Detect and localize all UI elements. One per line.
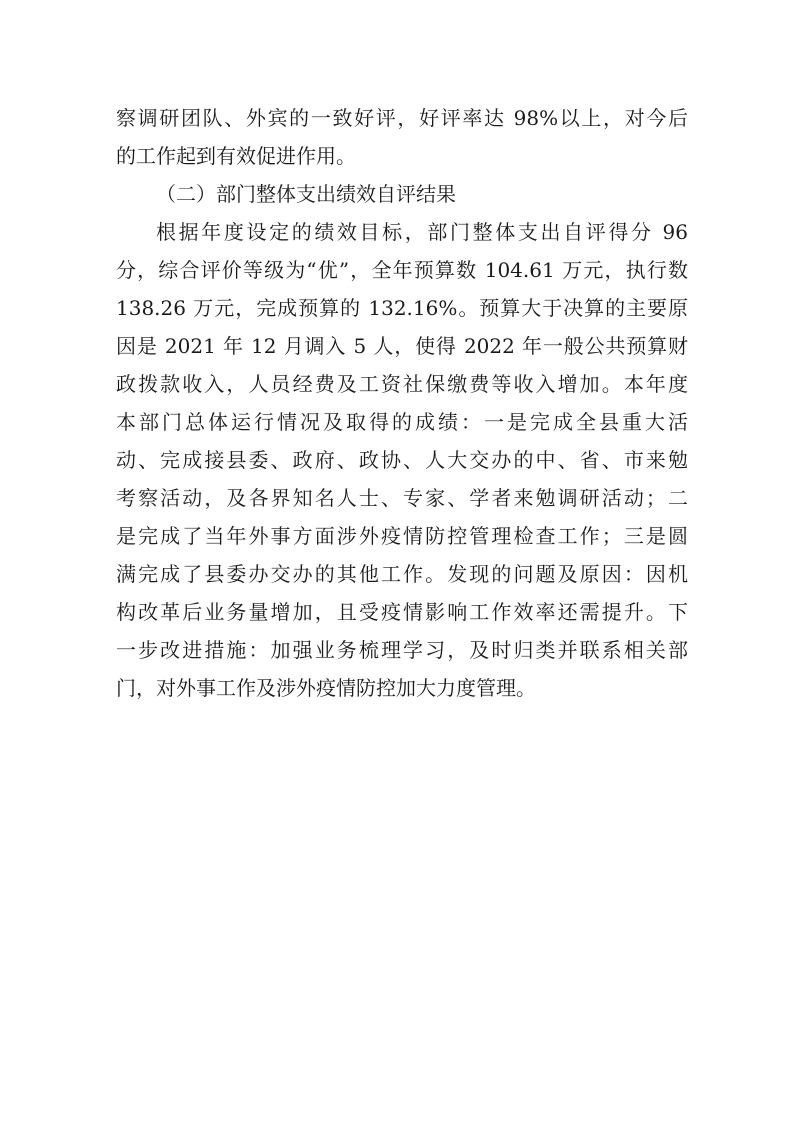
text-line-12: 是完成了当年外事方面涉外疫情防控管理检查工作；三是圆	[116, 524, 688, 548]
text-line-14: 构改革后业务量增加，且受疫情影响工作效率还需提升。下	[116, 600, 688, 624]
text-line-5: 分，综合评价等级为“优”，全年预算数 104.61 万元，执行数	[116, 258, 688, 282]
section-heading: （二）部门整体支出绩效自评结果	[156, 182, 456, 206]
text-line-11: 考察活动，及各界知名人士、专家、学者来勉调研活动；二	[116, 486, 688, 510]
text-line-6: 138.26 万元，完成预算的 132.16%。预算大于决算的主要原	[116, 296, 688, 320]
text-line-16: 门，对外事工作及涉外疫情防控加大力度管理。	[116, 676, 536, 700]
text-line-9: 本部门总体运行情况及取得的成绩：一是完成全县重大活	[116, 410, 688, 434]
text-line-2: 的工作起到有效促进作用。	[116, 144, 356, 168]
text-line-4: 根据年度设定的绩效目标，部门整体支出自评得分 96	[156, 220, 688, 244]
text-line-8: 政拨款收入，人员经费及工资社保缴费等收入增加。本年度	[116, 372, 688, 396]
text-line-15: 一步改进措施：加强业务梳理学习，及时归类并联系相关部	[116, 638, 688, 662]
text-line-1: 察调研团队、外宾的一致好评，好评率达 98%以上，对今后	[116, 106, 688, 130]
text-line-7: 因是 2021 年 12 月调入 5 人，使得 2022 年一般公共预算财	[116, 334, 688, 358]
text-line-10: 动、完成接县委、政府、政协、人大交办的中、省、市来勉	[116, 448, 688, 472]
text-line-13: 满完成了县委办交办的其他工作。发现的问题及原因：因机	[116, 562, 688, 586]
